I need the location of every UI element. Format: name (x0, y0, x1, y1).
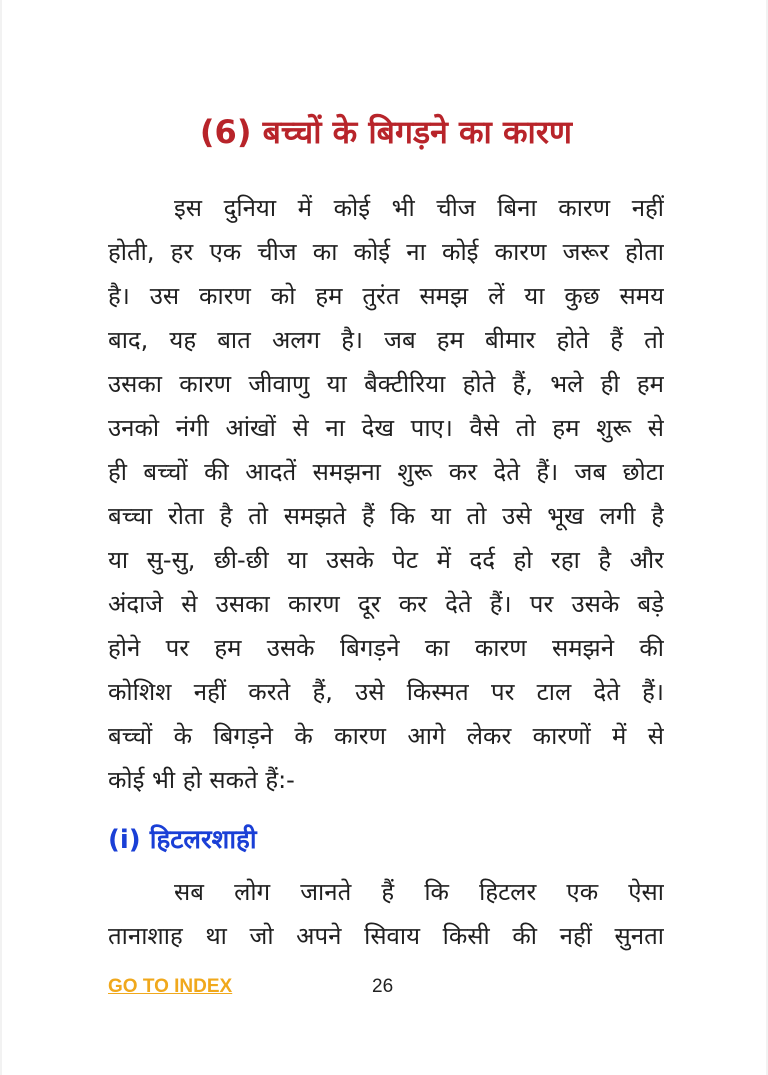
page-number: 26 (372, 976, 394, 997)
text-line: उसका कारण जीवाणु या बैक्टीरिया होते हैं, भले ही हम (108, 370, 664, 398)
text-line: बच्चों के बिगड़ने के कारण आगे लेकर कारणों में से (108, 722, 664, 750)
text-line: है। उस कारण को हम तुरंत समझ लें या कुछ समय (108, 282, 664, 310)
text-line: कोशिश नहीं करते हैं, उसे किस्मत पर टाल देते हैं। (108, 678, 664, 706)
text-line: होने पर हम उसके बिगड़ने का कारण समझने की (108, 634, 664, 662)
section-subheading: (i) हिटलरशाही (108, 825, 257, 855)
text-line: या सु-सु, छी-छी या उसके पेट में दर्द हो रहा है और (108, 546, 664, 574)
chapter-title: (6) बच्चों के बिगड़ने का कारण (199, 113, 573, 151)
text-line: होती, हर एक चीज का कोई ना कोई कारण जरूर होता (108, 238, 664, 266)
text-line: बाद, यह बात अलग है। जब हम बीमार होते हैं तो (108, 326, 664, 354)
text-line: सब लोग जानते हैं कि हिटलर एक ऐसा (174, 878, 664, 906)
text-line: बच्चा रोता है तो समझते हैं कि या तो उसे भूख लगी है (108, 502, 664, 530)
text-line: तानाशाह था जो अपने सिवाय किसी की नहीं सुनता (108, 922, 664, 950)
paragraph-hitler (108, 870, 664, 958)
paragraph-intro (108, 186, 664, 802)
go-to-index-link[interactable]: GO TO INDEX (108, 976, 233, 997)
text-line: कोई भी हो सकते हैं:- (108, 766, 295, 794)
text-line: इस दुनिया में कोई भी चीज बिना कारण नहीं (174, 194, 664, 222)
text-line: उनको नंगी आंखों से ना देख पाए। वैसे तो हम शुरू से (108, 414, 664, 442)
text-line: ही बच्चों की आदतें समझना शुरू कर देते हैं। जब छोटा (108, 458, 664, 486)
text-line: अंदाजे से उसका कारण दूर कर देते हैं। पर उसके बड़े (108, 590, 664, 618)
